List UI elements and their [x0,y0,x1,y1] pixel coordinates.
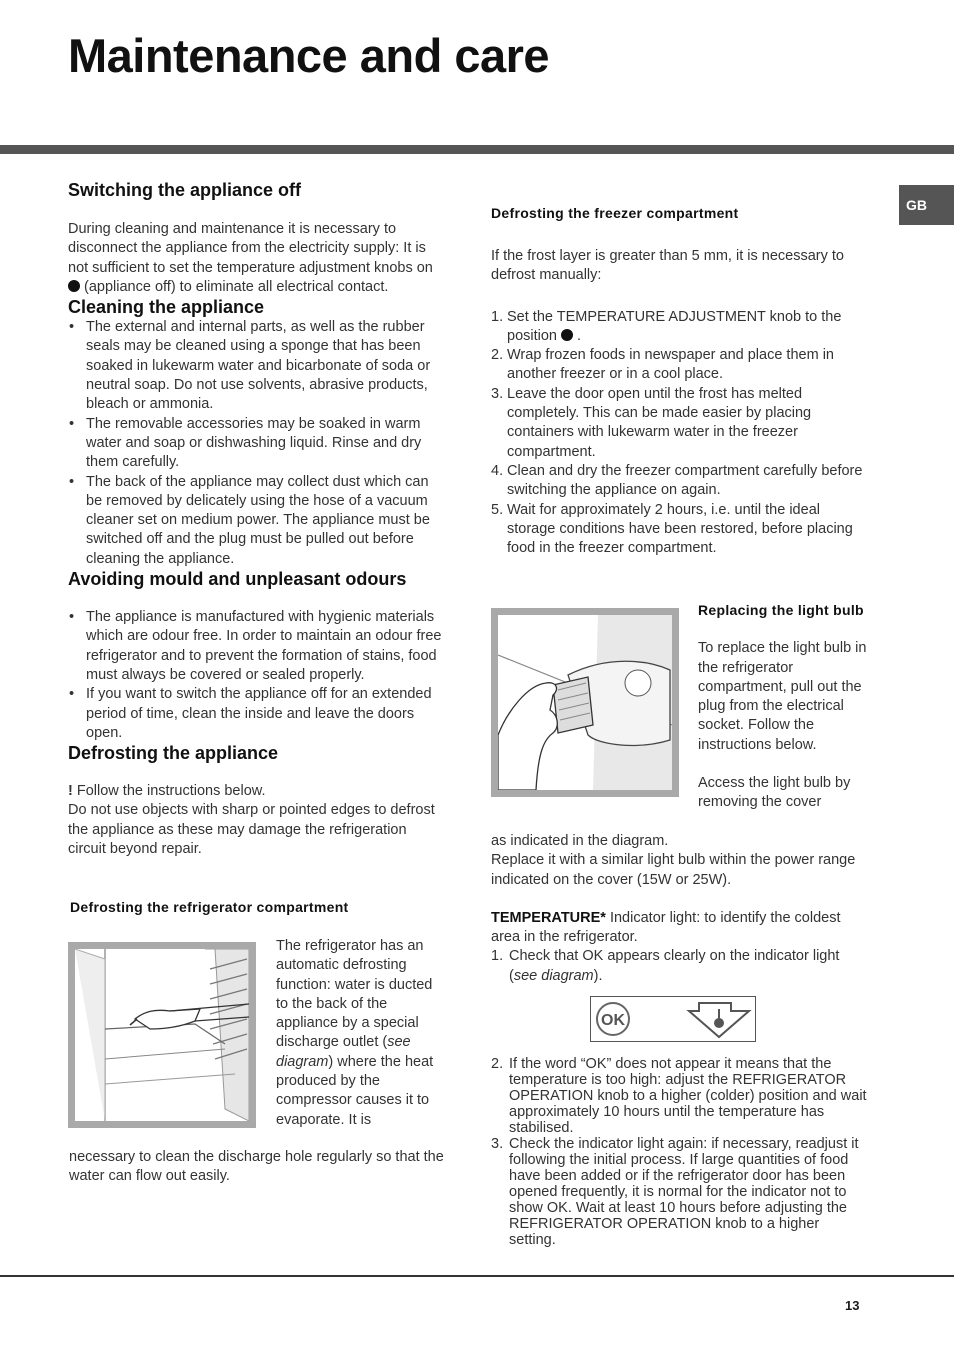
bulb-text-1: To replace the light bulb in the refrigerator compartment, pull out the plug from the electrical socket. Follow the instructions below. [698,640,867,753]
page-number: 13 [845,1298,860,1313]
temperature-intro: TEMPERATURE* Indicator light: to identify the coldest area in the refrigerator. [491,909,841,946]
bulb-text-2: Access the light bulb by removing the cover [698,775,851,811]
list-item: • The external and internal parts, as well as the rubber seals may be cleaned using a sponge that has been soaked in lukewarm water and bicarbonate of soda or neutral soap. Do not use solvents, abrasive products, bleach or ammonia. [68,318,446,414]
ok-indicator-label: OK [601,1012,625,1029]
bulb-heading: Replacing the light bulb [698,602,864,618]
fridge-defrost-diagram [68,942,256,1128]
list-item: 1. Set the TEMPERATURE ADJUSTMENT knob to the position . [491,308,842,344]
list-item: • If you want to switch the appliance off for an extended period of time, clean the inside and leave the doors open. [68,685,446,743]
footer-rule [0,1275,954,1277]
defrost-text: Do not use objects with sharp or pointed edges to defrost the appliance as these may damage the refrigeration circuit beyond repair. [68,802,435,858]
list-item: 3. Check the indicator light again: if necessary, readjust it following the initial process. If large quantities of food have been added or if the refrigerator door has been opened frequently, it is normal for the indicator not to show OK. Wait at least 10 hours before adjusting the REFRIGERATOR OPERATION knob to a higher setting. [491,1136,859,1248]
ok-indicator-diagram [590,996,756,1042]
freezer-defrost-body [491,247,869,558]
fridge-defrost-side-text: The refrigerator has an automatic defrosting function: water is ducted to the back of the appliance by a special discharge outlet (see diagram) where the heat produced by the compressor causes it to evaporate. It is [276,938,434,1128]
off-position-icon [68,280,80,292]
cleaning-list [68,318,446,569]
fridge-defrost-continued: necessary to clean the discharge hole regularly so that the water can flow out easily. [69,1149,444,1185]
page-title: Maintenance and care [68,29,550,82]
ok-indicator-illustration [591,997,755,1041]
light-cover-illustration [498,615,672,790]
section-heading-mould: Avoiding mould and unpleasant odours [68,569,407,590]
mould-list [68,608,446,743]
switch-off-text: During cleaning and maintenance it is necessary to disconnect the appliance from the electricity supply: It is not sufficient to set the temperature adjustment knobs on (appliance off) to eliminate all electrical contact. [68,221,433,295]
temperature-label: TEMPERATURE* [491,909,606,926]
section-heading-cleaning: Cleaning the appliance [68,297,265,318]
list-item: 2. Wrap frozen foods in newspaper and place them in another freezer or in a cool place. [491,347,834,383]
off-position-icon [561,329,573,341]
temperature-steps [491,947,869,986]
section-heading-switch-off: Switching the appliance off [68,180,302,200]
temperature-steps-continued [491,1056,869,1248]
list-item: 2. If the word “OK” does not appear it means that the temperature is too high: adjust the REFRIGERATOR OPERATION knob to a higher (colder) position and wait approximately 10 hours until the temperature has stabilised. [491,1056,867,1136]
warning-icon: ! [68,783,73,800]
list-item: 5. Wait for approximately 2 hours, i.e. until the ideal storage conditions have been restored, before placing food in the freezer compartment. [491,501,853,557]
left-column [68,179,446,859]
language-tab: GB [899,185,954,225]
discharge-outlet-illustration [75,949,249,1121]
list-item: • The appliance is manufactured with hygienic materials which are odour free. In order to maintain an odour free refrigerator and to prevent the formation of stains, food must always be covered or sealed properly. [68,608,446,685]
list-item: 3. Leave the door open until the frost has melted completely. This can be made easier by placing containers with lukewarm water in the freezer compartment. [491,385,812,460]
list-item: • The back of the appliance may collect dust which can be removed by delicately using the hose of a vacuum cleaner set on medium power. The appliance must be switched off and the plug must be pulled out before cleaning the appliance. [68,473,446,569]
list-item: 4. Clean and dry the freezer compartment carefully before switching the appliance on again. [491,462,863,499]
defrost-warning: ! Follow the instructions below. [68,783,266,800]
light-bulb-diagram [491,608,679,797]
freezer-intro: If the frost layer is greater than 5 mm, it is necessary to defrost manually: [491,248,844,284]
fridge-defrost-heading: Defrosting the refrigerator compartment [70,899,349,915]
list-item: 1. Check that OK appears clearly on the indicator light (see diagram). [491,948,840,984]
header-rule [0,145,954,154]
bulb-continued: as indicated in the diagram. Replace it with a similar light bulb within the power range indicated on the cover (15W or 25W). TEMPERATURE* Indicator light: to identify the coldest area in the refrigerator. 1. Check that OK appears clearly on the indicator light (see diagram). [491,832,869,986]
freezer-steps [491,308,869,559]
list-item: • The removable accessories may be soaked in warm water and soap or dishwashing liquid. Rinse and dry them carefully. [68,415,446,473]
section-heading-defrost: Defrosting the appliance [68,743,279,764]
bulb-side-text [698,601,870,813]
freezer-defrost-heading: Defrosting the freezer compartment [491,205,739,221]
